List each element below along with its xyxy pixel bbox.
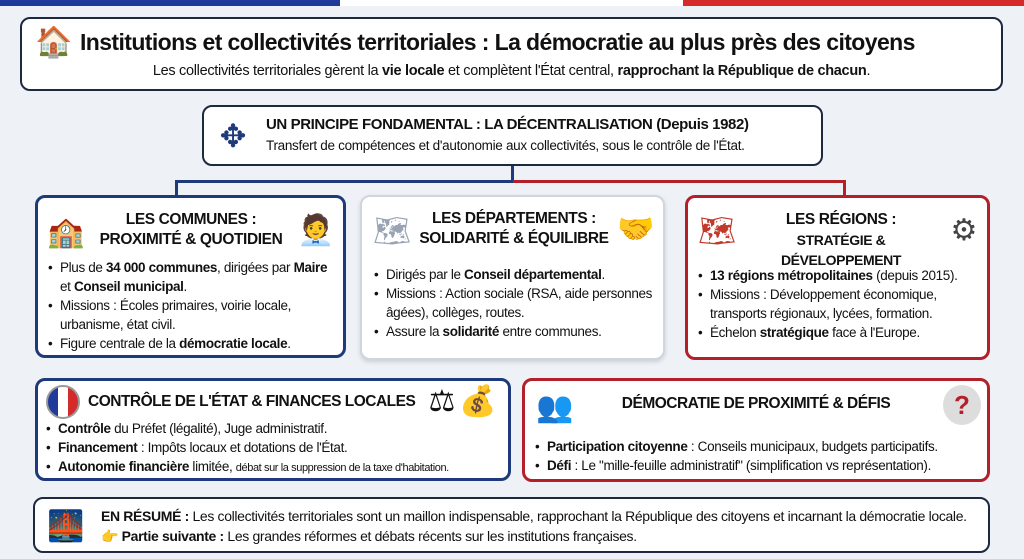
connector-blue [175,180,513,183]
scales-icon: ⚖ [428,384,456,418]
controle-title: CONTRÔLE DE L'ÉTAT & FINANCES LOCALES [88,393,416,410]
regions-list [696,266,983,342]
connector [175,180,178,195]
gears-icon: ⚙ [950,213,978,247]
summary-box [33,497,990,553]
header-box [20,17,1003,91]
page-title: Institutions et collectivités territoriales : La démocratie au plus près des citoyens [80,29,915,55]
departements-subtitle: SOLIDARITÉ & ÉQUILIBRE [419,230,609,247]
list-item: • Contrôle du Préfet (légalité), Juge administratif. [44,419,504,438]
connector-red [513,180,846,183]
mayor-icon: 🧑‍💼 [297,213,335,247]
list-item: • 13 régions métropolitaines (depuis 2015). [696,266,983,285]
principle-text: Transfert de compétences et d'autonomie aux collectivités, sous le contrôle de l'État. [266,138,745,153]
list-item: • Missions : Écoles primaires, voirie locale, urbanisme, état civil. [46,296,337,334]
democratie-card [522,378,990,482]
summary-text: EN RÉSUMÉ : Les collectivités territoriales sont un maillon indispensable, rapprochant la République des citoyens et incarnant la démocratie locale. 👉 Partie suivante : Les grandes réformes et débats récents sur les institutions françaises. [101,508,967,544]
communes-subtitle: PROXIMITÉ & QUOTIDIEN [99,231,283,248]
bridge-icon: 🌉 [47,509,85,543]
principle-title: UN PRINCIPE FONDAMENTAL : LA DÉCENTRALISATION (Depuis 1982) [266,116,749,133]
departements-title: LES DÉPARTEMENTS : [432,210,596,227]
list-item: • Missions : Action sociale (RSA, aide personnes âgées), collèges, routes. [372,284,657,322]
republic-seal-icon [46,385,80,419]
france-regions-map-icon: 🗺 [697,214,737,248]
list-item: • Dirigés par le Conseil départemental. [372,265,657,284]
list-item: • Participation citoyenne : Conseils municipaux, budgets participatifs. [533,437,983,456]
town-hall-icon: 🏫 [47,215,85,249]
communes-title: LES COMMUNES : [125,211,257,228]
controle-list [44,419,504,478]
democratie-title: DÉMOCRATIE DE PROXIMITÉ & DÉFIS [621,395,891,412]
departements-card [360,195,665,360]
handshake-icon: 🤝 [617,212,655,246]
flag-white-stripe [340,0,683,6]
list-item: • Figure centrale de la démocratie locale. [46,334,337,353]
list-item: • Financement : Impôts locaux et dotations de l'État. [44,438,504,457]
question-bubble-icon: ? [943,385,981,425]
flag-blue-stripe [0,0,340,6]
controle-card [35,378,511,481]
principle-box [202,105,823,166]
communes-card [35,195,346,358]
communes-list [46,258,337,353]
pointing-hand-icon: 👉 [101,528,119,544]
list-item: • Plus de 34 000 communes, dirigées par Maire et Conseil municipal. [46,258,337,296]
list-item: • Échelon stratégique face à l'Europe. [696,323,983,342]
list-item: • Défi : Le "mille-feuille administratif" (simplification vs représentation). [533,456,983,475]
decentralization-arrows-icon: ✥ [219,118,247,154]
regions-subtitle: STRATÉGIE & DÉVELOPPEMENT [780,232,902,268]
list-item: • Assure la solidarité entre communes. [372,322,657,341]
list-item: • Missions : Développement économique, transports régionaux, lycées, formation. [696,285,983,323]
house-icon: 🏠 [35,25,73,59]
connector [843,180,846,195]
departements-list [372,265,657,341]
page-subtitle: Les collectivités territoriales gèrent la vie locale et complètent l'État central, rapprochant la République de chacun. [152,63,871,79]
france-departements-map-icon: 🗺 [372,214,412,248]
citizen-meeting-icon: 👥 [536,390,574,424]
list-item: • Autonomie financière limitée, débat sur la suppression de la taxe d'habitation. [44,457,504,478]
flag-red-stripe [683,0,1024,6]
democratie-list [533,437,983,475]
coins-icon: 💰 [459,384,497,418]
regions-card [685,195,990,360]
regions-title: LES RÉGIONS : [785,211,897,228]
